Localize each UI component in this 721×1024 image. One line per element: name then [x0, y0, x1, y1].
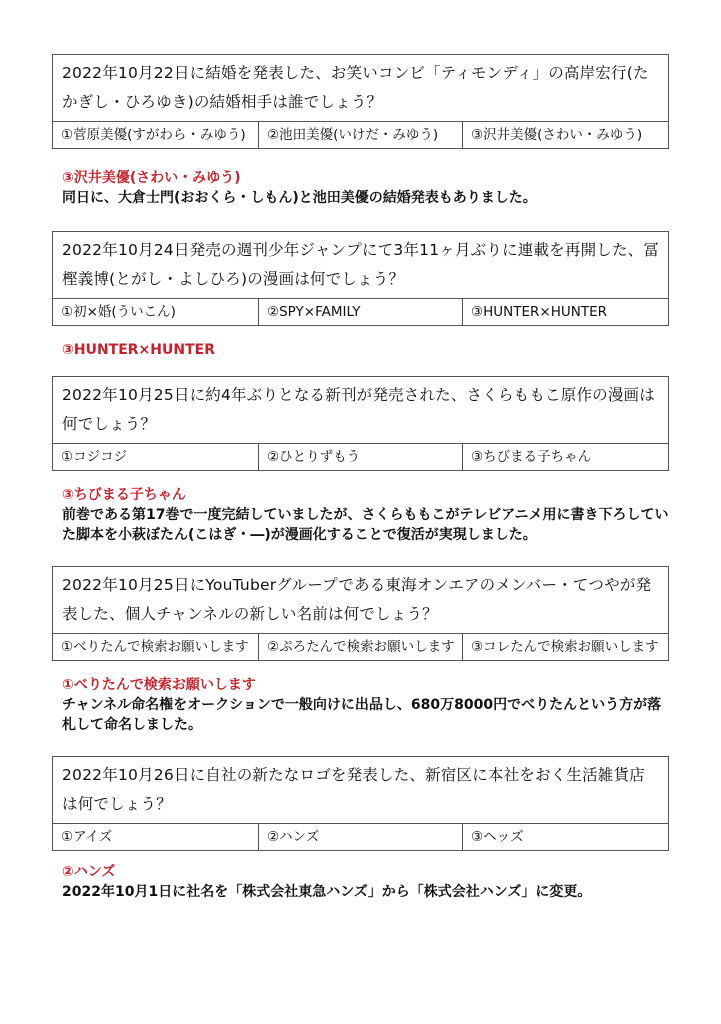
quiz-table-3	[52, 376, 669, 471]
choice-3-2: ②ひとりずもう	[259, 444, 463, 470]
choice-2-2: ②SPY×FAMILY	[259, 299, 463, 325]
answer-block-2	[62, 340, 672, 360]
answer-4: ①べりたんで検索お願いします	[62, 677, 256, 693]
question-1: 2022年10月22日に結婚を発表した、お笑いコンビ「ティモンディ」の高岸宏行(たかぎし・ひろゆき)の結婚相手は誰でしょう？	[53, 55, 668, 122]
question-5: 2022年10月26日に自社の新たなロゴを発表した、新宿区に本社をおく生活雑貨店は何でしょう？	[53, 757, 668, 824]
choice-5-1: ①アイズ	[53, 824, 259, 850]
choice-4-2: ②ぷろたんで検索お願いします	[259, 634, 463, 660]
question-3: 2022年10月25日に約4年ぶりとなる新刊が発売された、さくらももこ原作の漫画は何でしょう？	[53, 377, 668, 444]
answer-note-3: 前巻である第17巻で一度完結していましたが、さくらももこがテレビアニメ用に書き下ろしていた脚本を小萩ぼたん(こはぎ・―)が漫画化することで復活が実現しました。	[62, 507, 669, 543]
answer-3: ③ちびまる子ちゃん	[62, 487, 186, 503]
answer-block-1	[62, 168, 672, 208]
choice-1-2: ②池田美優(いけだ・みゆう)	[259, 122, 463, 148]
answer-note-1: 同日に、大倉士門(おおくら・しもん)と池田美優の結婚発表もありました。	[62, 190, 537, 206]
quiz-table-1	[52, 54, 669, 149]
choice-5-3: ③ヘッズ	[471, 829, 524, 845]
answer-1: ③沢井美優(さわい・みゆう)	[62, 170, 241, 186]
answer-5: ②ハンズ	[62, 864, 116, 880]
answer-note-4: チャンネル命名権をオークションで一般向けに出品し、680万8000円でべりたんという方が落札して命名しました。	[62, 697, 662, 733]
choice-1-1: ①菅原美優(すがわら・みゆう)	[53, 122, 259, 148]
answer-block-5	[62, 862, 672, 902]
choices-row-4	[53, 634, 668, 660]
answer-block-4	[62, 675, 672, 735]
choice-4-1: ①べりたんで検索お願いします	[53, 634, 259, 660]
choices-row-1	[53, 122, 668, 148]
quiz-table-5	[52, 756, 669, 851]
answer-note-5: 2022年10月1日に社名を「株式会社東急ハンズ」から「株式会社ハンズ」に変更。	[62, 884, 592, 900]
choice-3-3: ③ちびまる子ちゃん	[471, 449, 592, 465]
quiz-table-2	[52, 231, 669, 326]
choice-3-1: ①コジコジ	[53, 444, 259, 470]
choices-row-2	[53, 299, 668, 325]
choices-row-3	[53, 444, 668, 470]
answer-2: ③HUNTER×HUNTER	[62, 342, 215, 358]
choice-2-1: ①初×婚(ういこん)	[53, 299, 259, 325]
choice-1-3: ③沢井美優(さわい・みゆう)	[471, 127, 643, 143]
choices-row-5	[53, 824, 668, 850]
answer-block-3	[62, 485, 672, 545]
quiz-table-4	[52, 566, 669, 661]
question-4: 2022年10月25日にYouTuberグループである東海オンエアのメンバー・てつやが発表した、個人チャンネルの新しい名前は何でしょう？	[53, 567, 668, 634]
question-2: 2022年10月24日発売の週刊少年ジャンプにて3年11ヶ月ぶりに連載を再開した、冨樫義博(とがし・よしひろ)の漫画は何でしょう？	[53, 232, 668, 299]
choice-5-2: ②ハンズ	[259, 824, 463, 850]
choice-4-3: ③コレたんで検索お願いします	[471, 639, 659, 655]
choice-2-3: ③HUNTER×HUNTER	[471, 304, 607, 320]
